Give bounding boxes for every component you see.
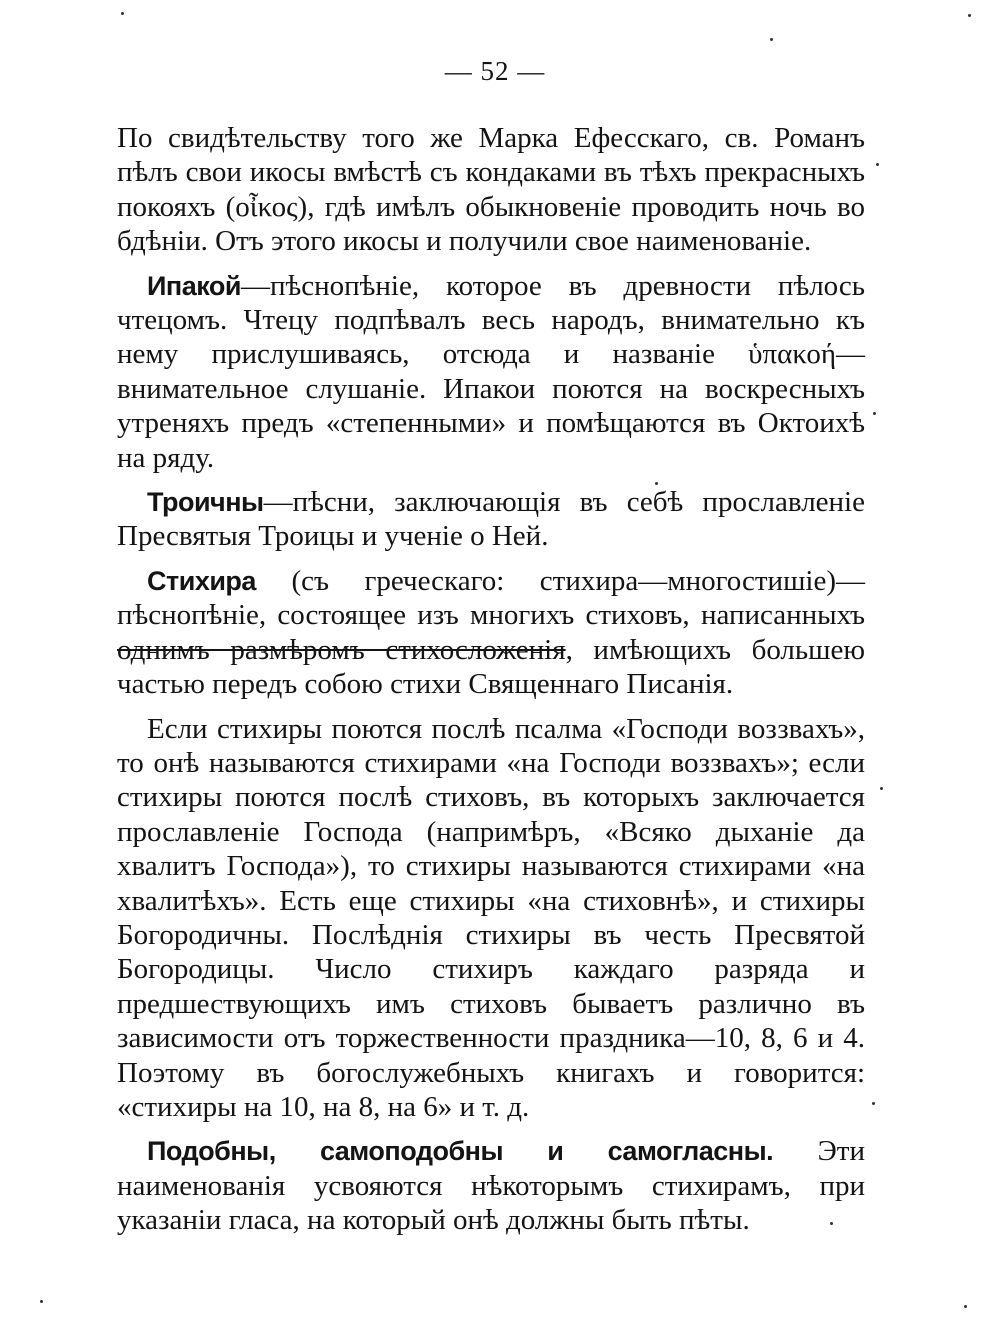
- paragraph-ipakoi: [117, 269, 865, 475]
- paragraph-text: , имѣющихъ большею частью передъ собою стихи Священнаго Писанія.: [117, 633, 865, 701]
- struck-through-text: однимъ размѣромъ стихосложенія: [117, 633, 566, 666]
- scan-speck: [880, 787, 883, 790]
- scan-speck: [655, 482, 658, 485]
- term-heading: Ипакой: [147, 270, 241, 301]
- body-text: [117, 121, 865, 1248]
- scan-speck: [876, 163, 879, 166]
- paragraph-troichny: [117, 485, 865, 554]
- scan-speck: [968, 14, 971, 17]
- paragraph-text: По свидѣтельству того же Марка Ефесскаго, св. Романъ пѣлъ свои икосы вмѣстѣ съ кондаками въ тѣхъ прекрасныхъ покояхъ (οἶκος), гдѣ имѣлъ обыкновеніе проводить ночь во бдѣніи. Отъ этого икосы и получили свое наименованіе.: [117, 122, 865, 258]
- scan-speck: [770, 38, 773, 41]
- paragraph-ikos-origin: [117, 121, 865, 259]
- term-heading: Троичны: [147, 487, 264, 518]
- scan-speck: [121, 12, 124, 15]
- term-heading: Стихира: [147, 565, 256, 596]
- scan-speck: [872, 1102, 875, 1105]
- paragraph-text: Эти наименованія усвояются нѣкоторымъ стихирамъ, при указаніи гласа, на который онѣ должны быть пѣты.: [117, 1135, 865, 1237]
- paragraph-stikhira: [117, 564, 865, 702]
- scan-speck: [873, 412, 876, 415]
- paragraph-text: (съ греческаго: стихира—многостишіе)—пѣснопѣніе, состоящее изъ многихъ стиховъ, написанныхъ: [117, 564, 865, 632]
- paragraph-stikhira-types: [117, 712, 865, 1125]
- paragraph-text: —пѣснопѣніе, которое въ древности пѣлось чтецомъ. Чтецу подпѣвалъ весь народъ, внимательно къ нему прислушиваясь, отсюда и названіе ὑπακοή—внимательное слушаніе. Ипакои поются на воскресныхъ утреняхъ предъ «степенными» и помѣщаются въ Октоихѣ на ряду.: [117, 269, 865, 474]
- term-heading: Подобны, самоподобны и самогласны.: [147, 1136, 774, 1167]
- paragraph-podobny: [117, 1134, 865, 1237]
- scan-speck: [830, 1222, 833, 1225]
- scan-speck: [40, 1300, 43, 1303]
- paragraph-text: Если стихиры поются послѣ псалма «Господи воззвахъ», то онѣ называются стихирами «на Господи воззвахъ»; если стихиры поются послѣ стиховъ, въ которыхъ заключается прославленіе Господа (напримѣръ, «Всяко дыханіе да хвалитъ Господа»), то стихиры называются стихирами «на хвалитѣхъ». Есть еще стихиры «на стиховнѣ», и стихиры Богородичны. Послѣднія стихиры въ честь Пресвятой Богородицы. Число стихиръ каждаго разряда и предшествующихъ имъ стиховъ бываетъ различно въ зависимости отъ торжественности праздника—10, 8, 6 и 4. Поэтому въ богослужебныхъ книгахъ и говорится: «стихиры на 10, на 8, на 6» и т. д.: [117, 712, 865, 1123]
- page-number: — 52 —: [444, 56, 546, 86]
- paragraph-text: —пѣсни, заключающія въ себѣ прославленіе Пресвятыя Троицы и ученіе о Ней.: [117, 486, 865, 553]
- scan-speck: [964, 1305, 967, 1308]
